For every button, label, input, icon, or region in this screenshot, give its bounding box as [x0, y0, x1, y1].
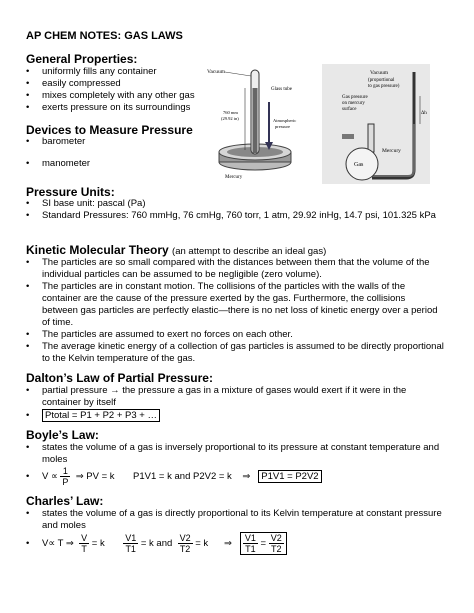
- page-title: AP CHEM NOTES: GAS LAWS: [26, 30, 183, 42]
- boyle-formula-box: P1V1 = P2V2: [258, 470, 321, 483]
- gas-pressure-label-3: surface: [342, 107, 357, 112]
- list-item: • uniformly fills any container: [26, 66, 157, 77]
- list-item-cont: between gas particles are perfectly elastic—there is no net loss of kinetic energy over a period: [42, 305, 438, 316]
- prop-label: (proportional: [368, 78, 395, 83]
- list-item: • easily compressed: [26, 78, 121, 89]
- fraction: $\frac{V1}{T1}$: [125, 533, 137, 554]
- list-item: • The average kinetic energy of a collection of gas particles is assumed to be directly proportional: [26, 341, 444, 352]
- prop-label-2: to gas pressure): [368, 84, 400, 89]
- list-item-cont: of time.: [42, 317, 74, 328]
- vacuum-label: Vacuum: [207, 69, 226, 75]
- charles-formula-box: $\frac{V1}{T1}$ = $\frac{V2}{T2}$: [240, 532, 287, 555]
- gas-pressure-label-2: on mercury: [342, 101, 365, 106]
- list-item-cont: to the Kelvin temperature of the gas.: [42, 353, 196, 364]
- charles-equation: • V∝ T ⇒ $\frac{V}{T}$ = k $\frac{V1}{T1}$ = k and $\frac{V2}{T2}$ = k ⇒ $\frac{V1}{T1}$ = $\frac{V2}{T2}$: [26, 532, 287, 555]
- list-item: • SI base unit: pascal (Pa): [26, 198, 146, 209]
- vacuum-label: Vacuum: [370, 70, 389, 76]
- list-item: • Standard Pressures: 760 mmHg, 76 cmHg, 760 torr, 1 atm, 29.92 inHg, 14.7 psi, 101.325 kPa: [26, 210, 436, 221]
- list-item: • The particles are assumed to exert no forces on each other.: [26, 329, 293, 340]
- barometer-diagram: [205, 62, 310, 182]
- units-heading: Pressure Units:: [26, 185, 115, 199]
- gas-label: Gas: [354, 162, 364, 168]
- list-item: • manometer: [26, 158, 91, 169]
- list-item-cont: moles: [42, 454, 68, 465]
- list-item: • The particles are in constant motion. The collisions of the particles with the walls of the: [26, 281, 406, 292]
- height-label: 760 mm: [223, 110, 238, 115]
- list-item: • barometer: [26, 136, 86, 147]
- atm-label-2: pressure: [275, 124, 290, 129]
- charles-heading: Charles’ Law:: [26, 494, 104, 508]
- mercury-label: Mercury: [382, 148, 401, 154]
- list-item: • mixes completely with any other gas: [26, 90, 195, 101]
- boyle-heading: Boyle’s Law:: [26, 428, 99, 442]
- general-heading: General Properties:: [26, 52, 138, 66]
- list-item-cont: individual particles can be assumed to be negligible (zero volume).: [42, 269, 322, 280]
- devices-heading: Devices to Measure Pressure: [26, 123, 193, 137]
- list-item: • partial pressure → the pressure a gas in a mixture of gases would exert if it were in the: [26, 385, 407, 396]
- list-item-cont: container are the cause of the pressure exerted by the gas. Furthermore, the collisions: [42, 293, 406, 304]
- fraction: $\frac{V}{T}$: [81, 533, 88, 554]
- fraction: $\frac{1}{P}$: [62, 466, 69, 487]
- list-item: • states the volume of a gas is directly proportional to its Kelvin temperature at constant pressure: [26, 508, 442, 519]
- delta-h-label: Δh: [421, 111, 427, 116]
- manometer-diagram: [322, 64, 430, 184]
- atm-label: Atmospheric: [273, 118, 297, 123]
- list-item: • exerts pressure on its surroundings: [26, 102, 191, 113]
- fraction: $\frac{V2}{T2}$: [179, 533, 191, 554]
- height-label-2: (29.92 in): [221, 116, 239, 121]
- list-item-cont: container by itself: [42, 397, 116, 408]
- dalton-heading: Dalton’s Law of Partial Pressure:: [26, 371, 213, 385]
- mercury-label: Mercury: [225, 175, 243, 180]
- boyle-equation: • V ∝ $\frac{1}{P}$ ⇒ PV = k P1V1 = k and P2V2 = k ⇒ P1V1 = P2V2: [26, 466, 322, 487]
- gas-pressure-label: Gas pressure: [342, 95, 368, 100]
- list-item: • Ptotal = P1 + P2 + P3 + …: [26, 410, 160, 422]
- list-item: • states the volume of a gas is inversely proportional to its pressure at constant temperature and: [26, 442, 440, 453]
- dalton-formula: Ptotal = P1 + P2 + P3 + …: [42, 409, 160, 422]
- kmt-heading: Kinetic Molecular Theory (an attempt to describe an ideal gas): [26, 243, 327, 257]
- glass-tube-label: Glass tube: [271, 87, 292, 92]
- list-item: • The particles are so small compared with the distances between them that the volume of the: [26, 257, 430, 268]
- list-item-cont: and moles: [42, 520, 86, 531]
